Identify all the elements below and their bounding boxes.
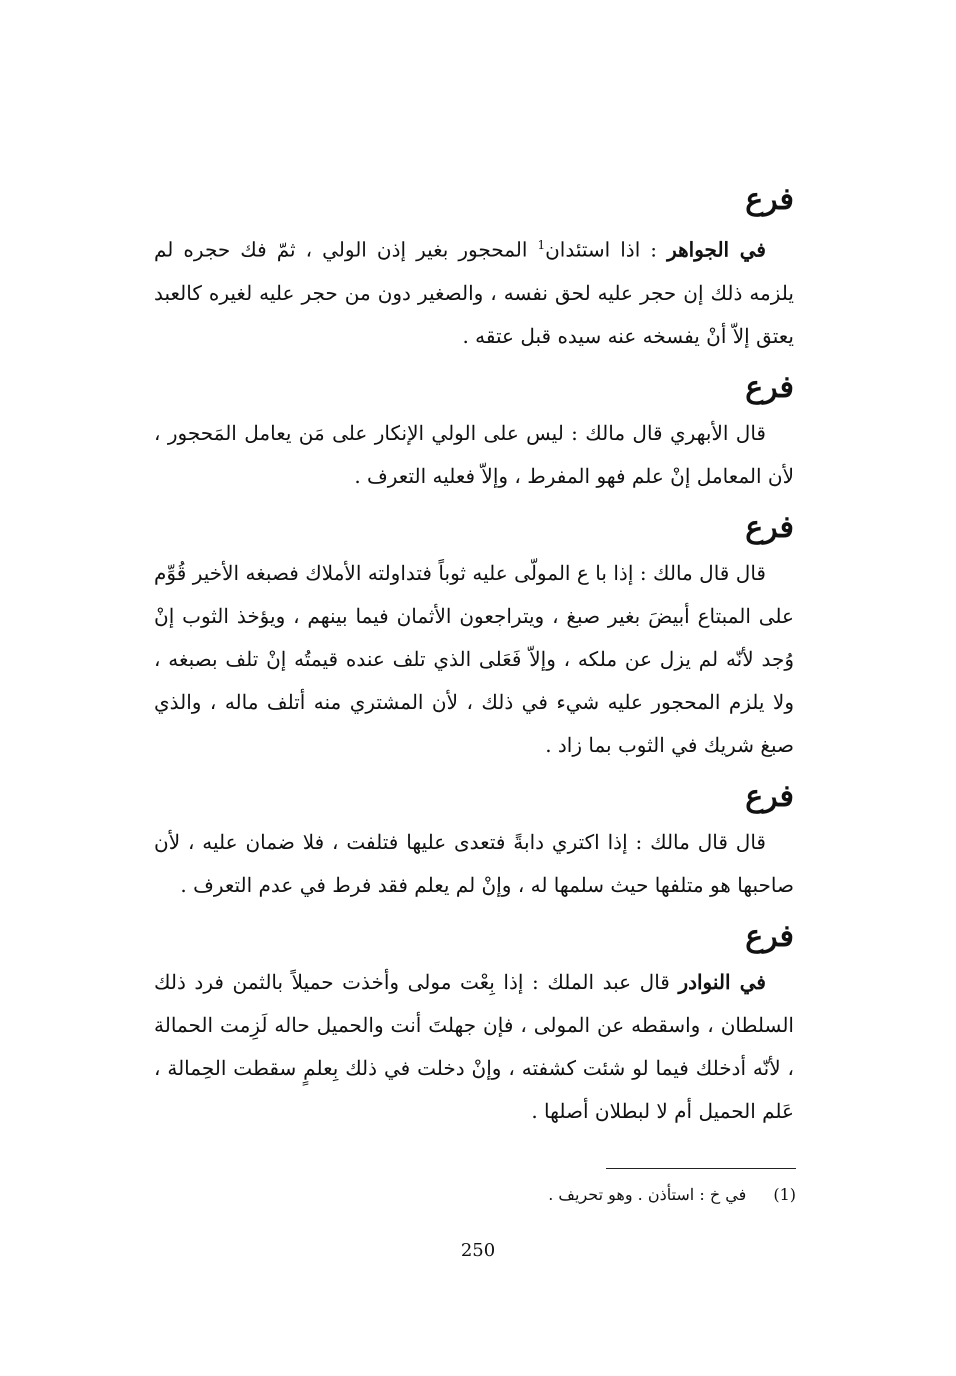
section-heading: فرع — [745, 509, 794, 545]
paragraph-text: قال عبد الملك : إذا بِعْت مولى وأخذت حميلاً بالثمن فرد ذلك السلطان ، واسقطه عن المولى ، فإن جهلتَ أنت والحميل حاله لَزِمت الحمالة ، لأنّه أدخلك فيما لو شئت كشفته ، وإنْ دخلت في ذلك بِعلمٍ سقطت الحِمالة ، عَلم الحميل أم لا لبطلان أصلها . — [154, 969, 794, 1123]
section-4 — [154, 775, 794, 907]
source-name: في الجواهر — [667, 237, 766, 262]
footnote-text: في خ : استأذن . وهو تحريف . — [548, 1185, 747, 1204]
main-text — [154, 178, 794, 1141]
section-3 — [154, 506, 794, 767]
section-1 — [154, 178, 794, 358]
section-paragraph: قال قال مالك : إذا با ع المولّى عليه ثوباً فتداولته الأملاك فصبغه الأخير قُوِّم على المبتاع أبيضَ بغير صبغ ، ويتراجعون الأثمان فيما بينهم ، ويؤخذ الثوب إنْ وُجد لأنّه لم يزل عن ملكه ، وإلاّ فَعَلى الذي تلف عنده قيمتُه إنْ تلف بصبغه ، ولا يلزم المحجور عليه شيء في ذلك ، لأن المشتري منه أتلف ماله ، والذي صبغ شريك في الثوب بما زاد . — [154, 560, 794, 757]
paragraph-text: : اذا استئدان — [545, 237, 668, 262]
section-5 — [154, 915, 794, 1133]
source-name: في النوادر — [678, 969, 766, 994]
footnote — [156, 1180, 796, 1210]
section-heading: فرع — [745, 778, 794, 814]
section-paragraph — [154, 224, 794, 358]
page-number: 250 — [460, 1240, 496, 1261]
section-paragraph: قال قال مالك : إذا اكتري دابةً فتعدى عليها فتلفت ، فلا ضمان عليه ، لأن صاحبها هو متلفها حيث سلمها له ، وإنْ لم يعلم فقد فرط في عدم التعرف . — [154, 829, 794, 897]
section-heading: فرع — [745, 369, 794, 405]
footnote-divider — [606, 1168, 796, 1169]
section-heading: فرع — [745, 182, 794, 217]
section-2 — [154, 366, 794, 498]
footnote-number: (1) — [773, 1185, 796, 1204]
paragraph-text: المحجور بغير إذن الولي ، ثمّ فك حجره لم يلزمه ذلك إن حجر عليه لحق نفسه ، والصغير دون من حجر عليه لغيره كالعبد يعتق إلاّ أنْ يفسخه عنه سيده قبل عتقه . — [154, 237, 794, 348]
footnote-reference[interactable]: 1 — [537, 238, 546, 252]
section-paragraph — [154, 961, 794, 1133]
section-heading: فرع — [745, 918, 794, 954]
section-paragraph: قال الأبهري قال مالك : ليس على الولي الإنكار على مَن يعامل المَحجور ، لأن المعامل إنْ علم فهو المفرط ، وإلاّ فعليه التعرف . — [154, 420, 794, 488]
